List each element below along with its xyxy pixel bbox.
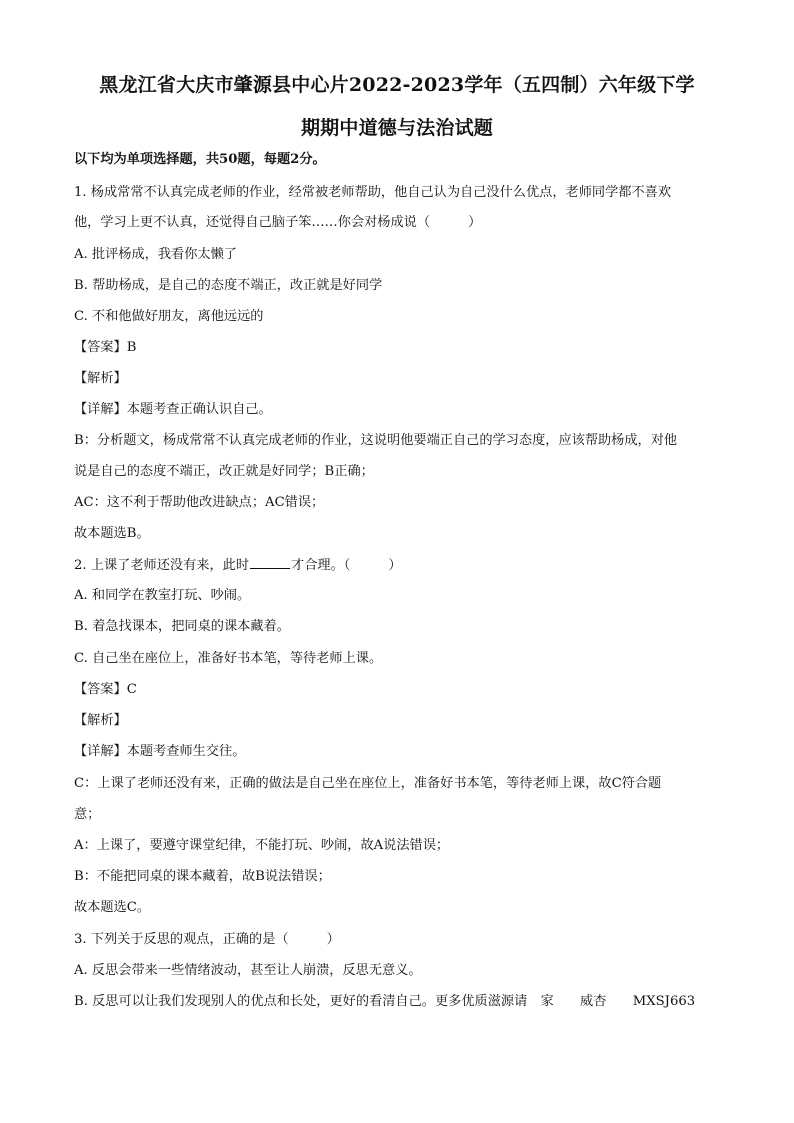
q3-option-b: B. 反思可以让我们发现别人的优点和长处，更好的看清自己。更多优质滋源请 家 威杏 MXSJ663 — [74, 994, 696, 1009]
fill-in-blank — [250, 556, 290, 569]
q1-conclusion: 故本题选B。 — [74, 526, 150, 541]
q1-explanation-2: 说是自己的态度不端正，改正就是好同学；B正确； — [74, 464, 374, 479]
q3-stem-close: ） — [326, 932, 340, 947]
q1-stem-close: ） — [468, 215, 482, 230]
q2-stem-post: 才合理。（ — [291, 558, 351, 573]
document-title-line-2: 期期中道德与法治试题 — [300, 117, 493, 139]
q2-stem — [74, 556, 402, 575]
q1-option-a: A. 批评杨成，我看你太懒了 — [74, 247, 237, 262]
q2-explanation-3: A：上课了，要遵守课堂纪律，不能打玩、吵闹，故A说法错误； — [74, 838, 450, 853]
q3-option-a: A. 反思会带来一些情绪波动，甚至让人崩溃，反思无意义。 — [74, 963, 422, 978]
q1-option-b: B. 帮助杨成，是自己的态度不端正，改正就是好同学 — [74, 278, 383, 293]
q2-explanation-4: B：不能把同桌的课本藏着，故B说法错误； — [74, 869, 331, 884]
q1-detail: 【详解】本题考查正确认识自己。 — [74, 402, 272, 417]
q3-stem — [74, 931, 340, 949]
q2-stem-close: ） — [388, 558, 402, 573]
section-instruction: 以下均为单项选择题，共50题，每题2分。 — [74, 152, 326, 167]
q1-explanation-3: AC：这不利于帮助他改进缺点；AC错误； — [74, 495, 325, 510]
q2-option-a: A. 和同学在教室打玩、吵闹。 — [74, 588, 251, 603]
q2-analysis-label: 【解析】 — [74, 713, 127, 728]
q2-answer: 【答案】C — [74, 682, 137, 697]
q2-explanation-2: 意； — [74, 807, 101, 822]
document-title-line-1: 黑龙江省大庆市肇源县中心片2022-2023学年（五四制）六年级下学 — [99, 74, 695, 96]
q2-option-c: C. 自己坐在座位上，准备好书本笔，等待老师上课。 — [74, 651, 383, 666]
q2-stem-pre: 2. 上课了老师还没有来，此时 — [74, 558, 250, 573]
q2-conclusion: 故本题选C。 — [74, 900, 151, 915]
q1-option-c: C. 不和他做好朋友，离他远远的 — [74, 309, 264, 324]
q2-explanation-1: C：上课了老师还没有来，正确的做法是自己坐在座位上，准备好书本笔，等待老师上课，故C符合题 — [74, 776, 662, 791]
q1-stem-text: 他，学习上更不认真，还觉得自己脑子笨……你会对杨成说（ — [74, 215, 431, 230]
q3-stem-text: 3. 下列关于反思的观点，正确的是（ — [74, 932, 289, 947]
q2-detail: 【详解】本题考查师生交往。 — [74, 744, 246, 759]
q2-option-b: B. 着急找课本，把同桌的课本藏着。 — [74, 619, 290, 634]
q1-answer: 【答案】B — [74, 340, 137, 355]
q1-stem-line-1: 1. 杨成常常不认真完成老师的作业，经常被老师帮助，他自己认为自己没什么优点，老师同学都不喜欢 — [74, 185, 672, 200]
q1-explanation-1: B：分析题文，杨成常常不认真完成老师的作业，这说明他要端正自己的学习态度，应该帮助杨成，对他 — [74, 433, 678, 448]
q1-stem-line-2 — [74, 214, 481, 232]
q1-analysis-label: 【解析】 — [74, 371, 127, 386]
